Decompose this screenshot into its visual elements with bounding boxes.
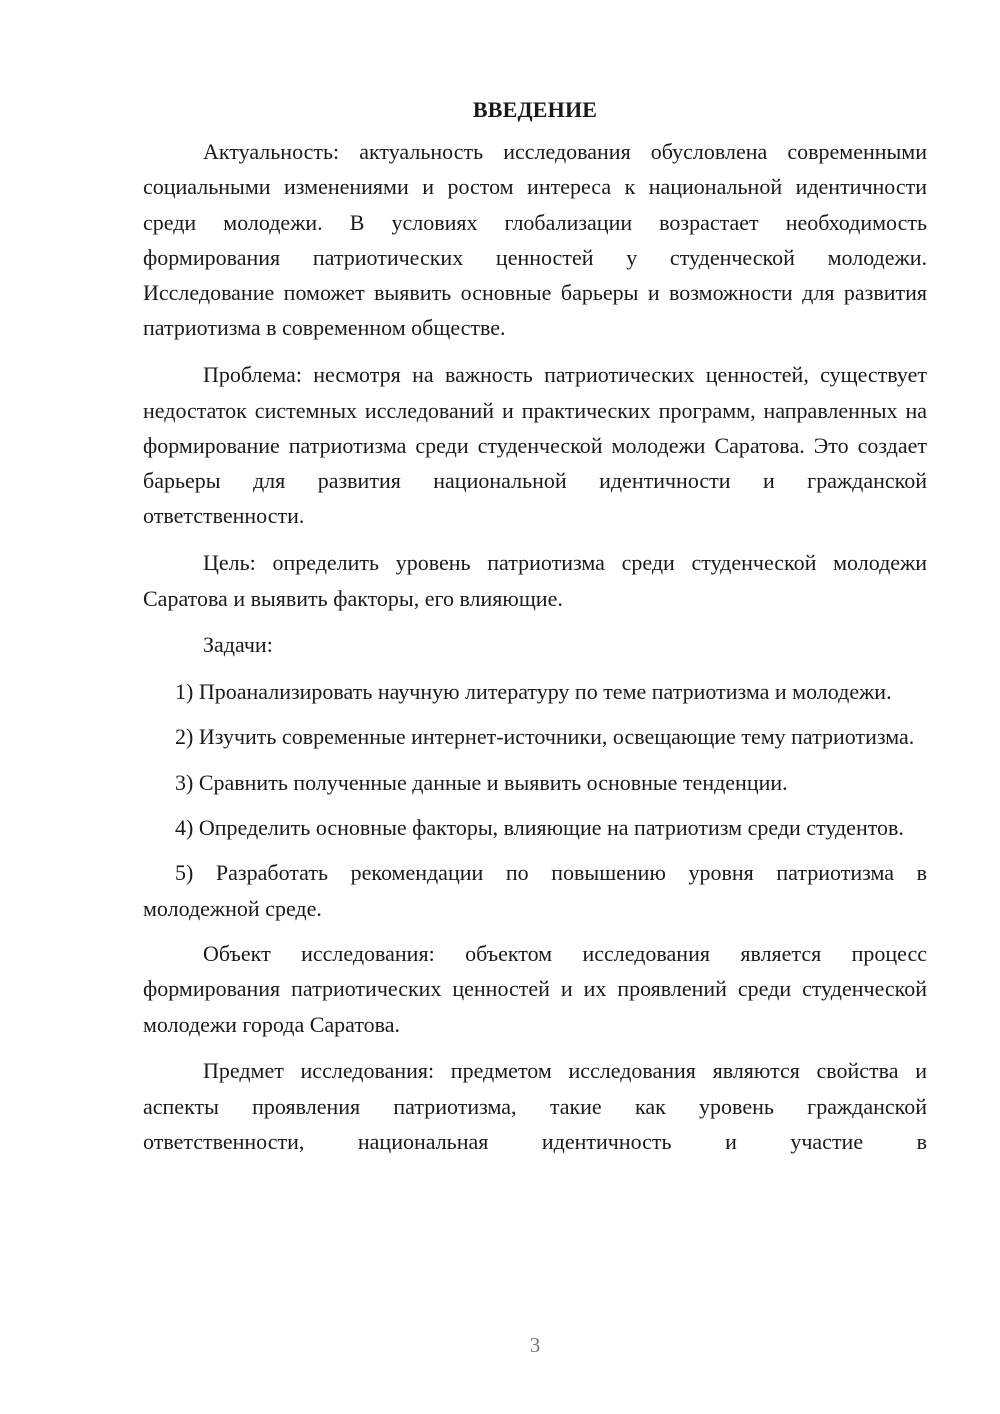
object-paragraph: Объект исследования: объектом исследования является процесс формирования патриотических ценностей и их проявлений среди студенческой молодежи города Саратова. — [143, 940, 927, 1037]
task-item-3: 3) Сравнить полученные данные и выявить основные тенденции. — [175, 769, 788, 795]
page-number: 3 — [529, 1333, 541, 1357]
task-item-4: 4) Определить основные факторы, влияющие на патриотизм среди студентов. — [175, 815, 904, 841]
goal-paragraph: Цель: определить уровень патриотизма среди студенческой молодежи Саратова и выявить факторы, его влияющие. — [143, 550, 927, 611]
subject-paragraph: Предмет исследования: предметом исследования являются свойства и аспекты проявления патриотизма, такие как уровень гражданской ответственности, национальная идентичность и участие в — [143, 1058, 927, 1154]
problem-paragraph: Проблема: несмотря на важность патриотических ценностей, существует недостаток системных исследований и практических программ, направленных на формирование патриотизма среди студенческой молодежи Саратова. Это создает барьеры для развития национальной идентичности и гражданской ответственности. — [143, 362, 927, 529]
page-title: ВВЕДЕНИЕ — [472, 97, 598, 122]
task-item-2: 2) Изучить современные интернет-источники, освещающие тему патриотизма. — [175, 724, 915, 750]
document-page — [143, 92, 927, 1171]
tasks-heading: Задачи: — [203, 632, 273, 658]
task-item-1: 1) Проанализировать научную литературу по теме патриотизма и молодежи. — [175, 679, 892, 705]
task-item-5: 5) Разработать рекомендации по повышению уровня патриотизма в молодежной среде. — [143, 860, 927, 921]
relevance-paragraph: Актуальность: актуальность исследования обусловлена современными социальными изменениями и ростом интереса к национальной идентичности среди молодежи. В условиях глобализации возрастает необходимость формирования патриотических ценностей у студенческой молодежи. Исследование поможет выявить основные барьеры и возможности для развития патриотизма в современном обществе. — [143, 139, 927, 341]
